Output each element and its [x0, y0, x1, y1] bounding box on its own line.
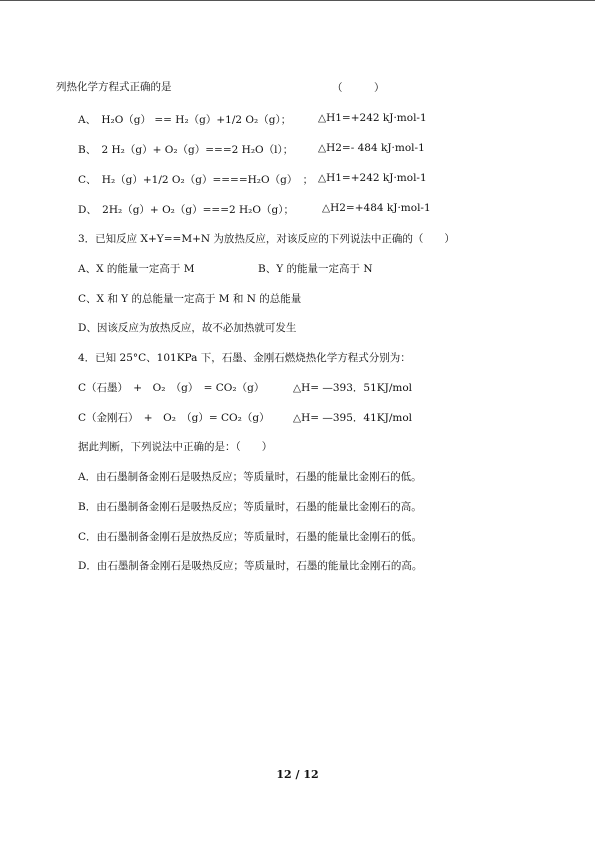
question-3-option-c: C、X 和 Y 的总能量一定高于 M 和 N 的总能量: [78, 293, 302, 305]
question-4-option-d: D．由石墨制备金刚石是吸热反应；等质量时，石墨的能量比金刚石的高。: [78, 560, 423, 572]
question-3-stem: 3．已知反应 X+Y==M+N 为放热反应，对该反应的下列说法中正确的（ ）: [78, 233, 455, 245]
question-3-option-b: B、Y 的能量一定高于 N: [258, 263, 373, 275]
question-4-stem: 4．已知 25°C、101KPa 下，石墨、金刚石燃烧热化学方程式分别为：: [78, 352, 411, 364]
question-3-option-a: A、X 的能量一定高于 M: [78, 263, 195, 275]
question-2-option-d-enthalpy: △H2=+484 kJ·mol-1: [322, 202, 431, 214]
question-2-option-d: D、 2H₂（g）+ O₂（g）===2 H₂O（g）；: [78, 204, 294, 216]
question-4-equation-graphite: C（石墨） + O₂ （g） = CO₂（g）: [78, 382, 265, 394]
question-4-option-a: A．由石墨制备金刚石是吸热反应；等质量时，石墨的能量比金刚石的低。: [78, 471, 422, 483]
question-2-stem: 列热化学方程式正确的是: [56, 81, 172, 93]
question-3-option-d: D、因该反应为放热反应，故不必加热就可发生: [78, 322, 297, 334]
question-2-option-b-enthalpy: △H2=- 484 kJ·mol-1: [318, 142, 425, 154]
question-4-judge-prompt: 据此判断，下列说法中正确的是：（ ）: [78, 441, 273, 453]
question-2-answer-paren: （ ）: [332, 82, 385, 94]
question-2-option-c: C、 H₂（g）+1/2 O₂（g）====H₂O（g） ；: [78, 174, 314, 186]
question-4-equation-diamond: C（金刚石） + O₂ （g）= CO₂（g）: [78, 412, 270, 424]
question-2-option-c-enthalpy: △H1=+242 kJ·mol-1: [318, 172, 427, 184]
question-4-enthalpy-graphite: △H= —393．51KJ/mol: [293, 382, 412, 394]
question-2-option-a: A、 H₂O（g） == H₂（g）+1/2 O₂（g）；: [78, 114, 292, 126]
question-4-option-b: B．由石墨制备金刚石是吸热反应；等质量时，石墨的能量比金刚石的高。: [78, 501, 422, 513]
question-4-option-c: C．由石墨制备金刚石是放热反应；等质量时，石墨的能量比金刚石的低。: [78, 531, 423, 543]
top-border-line: [0, 0, 595, 1]
question-4-enthalpy-diamond: △H= —395．41KJ/mol: [293, 412, 412, 424]
page-number: 12 / 12: [276, 768, 319, 781]
question-2-option-a-enthalpy: △H1=+242 kJ·mol-1: [318, 112, 427, 124]
question-2-option-b: B、 2 H₂（g）+ O₂（g）===2 H₂O（l）；: [78, 144, 294, 156]
